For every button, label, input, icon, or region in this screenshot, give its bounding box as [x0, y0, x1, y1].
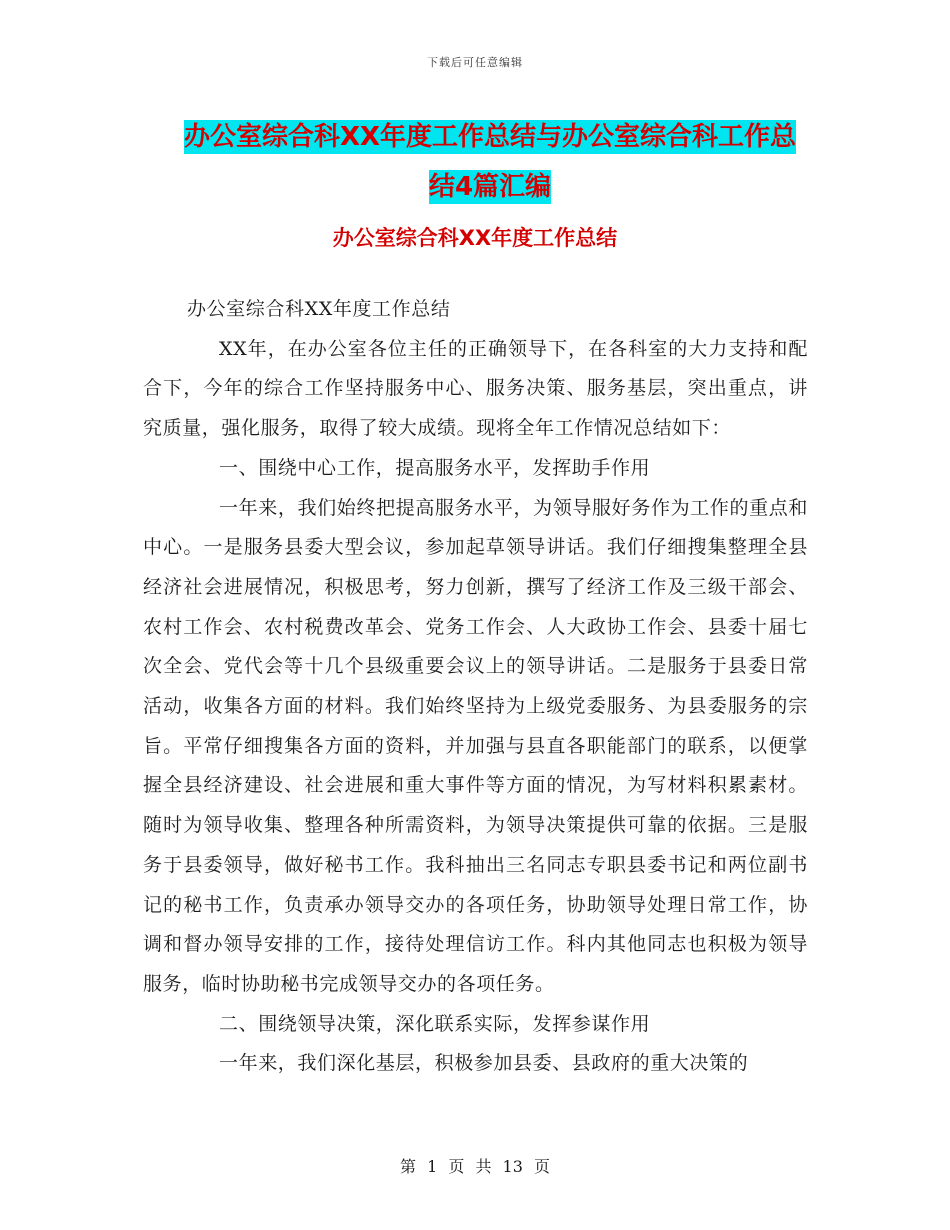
main-title	[140, 112, 840, 212]
paragraph: 一年来，我们始终把提高服务水平，为领导服好务作为工作的重点和中心。一是服务县委大型会议，参加起草领导讲话。我们仔细搜集整理全县经济社会进展情况，积极思考，努力创新，撰写了经济工作及三级干部会、农村工作会、农村税费改革会、党务工作会、人大政协工作会、县委十届七次全会、党代会等十几个县级重要会议上的领导讲话。二是服务于县委日常活动，收集各方面的材料。我们始终坚持为上级党委服务、为县委服务的宗旨。平常仔细搜集各方面的资料，并加强与县直各职能部门的联系，以便掌握全县经济建设、社会进展和重大事件等方面的情况，为写材料积累素材。随时为领导收集、整理各种所需资料，为领导决策提供可靠的依据。三是服务于县委领导，做好秘书工作。我科抽出三名同志专职县委书记和两位副书记的秘书工作，负责承办领导交办的各项任务，协助领导处理日常工作，协调和督办领导安排的工作，接待处理信访工作。科内其他同志也积极为领导服务，临时协助秘书完成领导交办的各项任务。	[143, 496, 808, 995]
header-note: 下载后可任意编辑	[427, 56, 523, 69]
page-footer: 第 1 页 共 13 页	[400, 1157, 550, 1176]
paragraph: XX年，在办公室各位主任的正确领导下，在各科室的大力支持和配合下，今年的综合工作坚持服务中心、服务决策、服务基层，突出重点，讲究质量，强化服务，取得了较大成绩。现将全年工作情况总结如下：	[143, 337, 808, 440]
main-title-line1: 办公室综合科XX年度工作总结与办公室综合科工作总	[183, 122, 797, 152]
body-text	[143, 290, 808, 1084]
main-title-line2: 结4篇汇编	[428, 172, 552, 202]
paragraph: 一年来，我们深化基层，积极参加县委、县政府的重大决策的	[219, 1052, 749, 1075]
paragraph-heading: 二、围绕领导决策，深化联系实际，发挥参谋作用	[219, 1012, 651, 1035]
paragraph-heading: 一、围绕中心工作，提高服务水平，发挥助手作用	[219, 456, 651, 479]
section-title: 办公室综合科XX年度工作总结	[332, 226, 618, 250]
paragraph-subtitle: 办公室综合科XX年度工作总结	[187, 298, 451, 320]
